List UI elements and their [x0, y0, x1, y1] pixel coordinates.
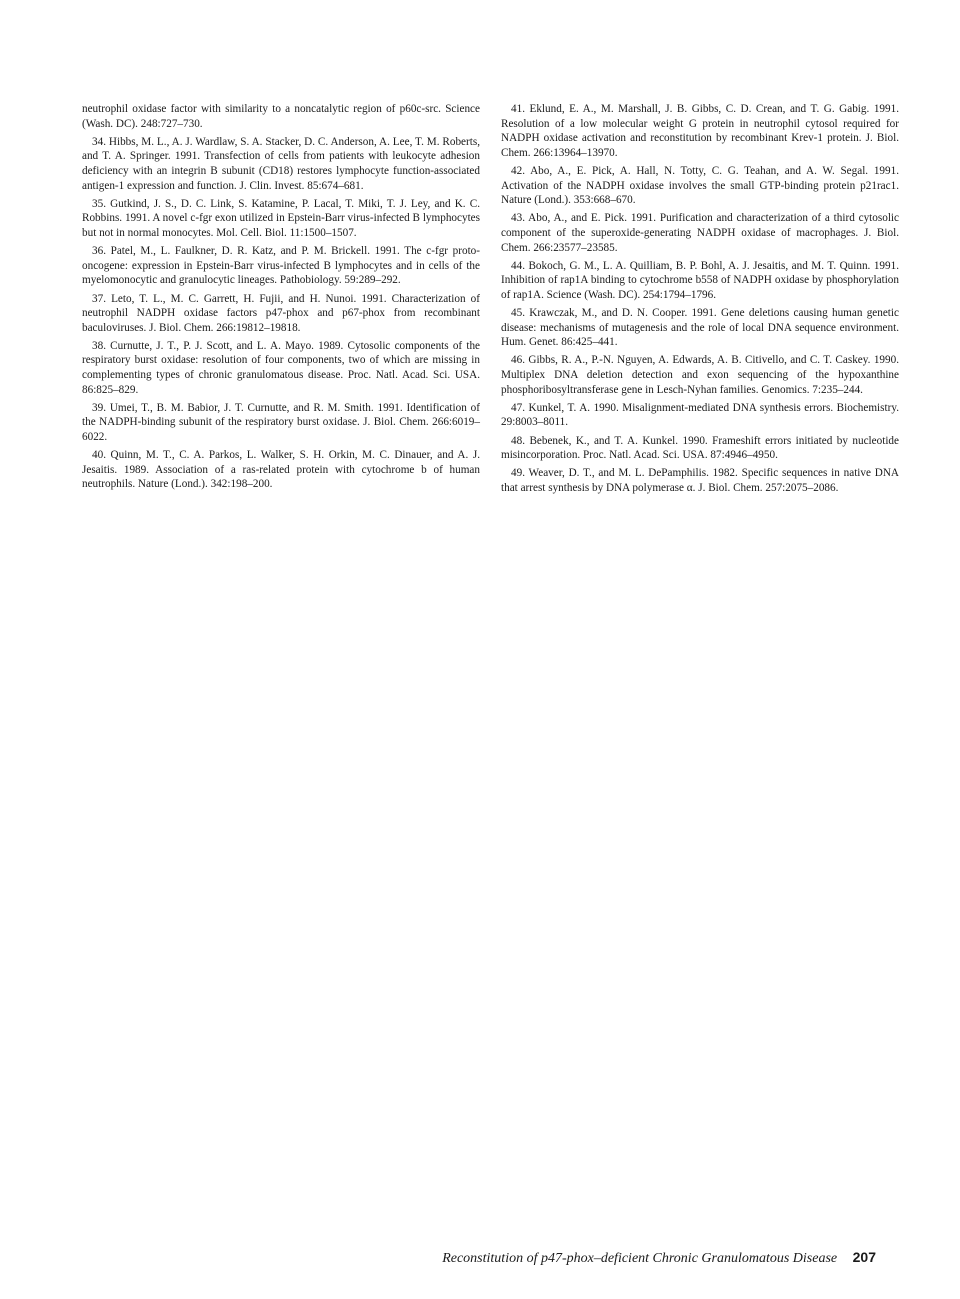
- reference-item: 42. Abo, A., E. Pick, A. Hall, N. Totty, C. G. Teahan, and A. W. Segal. 1991. Activation of the NADPH oxidase involves the small GTP-binding protein p21rac1. Nature (Lond.). 353:668–670.: [501, 164, 899, 207]
- reference-item: 47. Kunkel, T. A. 1990. Misalignment-mediated DNA synthesis errors. Biochemistry. 29:8003–8011.: [501, 401, 899, 429]
- reference-item: 43. Abo, A., and E. Pick. 1991. Purification and characterization of a third cytosolic component of the superoxide-generating NADPH oxidase of macrophages. J. Biol. Chem. 266:23577–23585.: [501, 212, 899, 254]
- reference-item: 34. Hibbs, M. L., A. J. Wardlaw, S. A. Stacker, D. C. Anderson, A. Lee, T. M. Roberts, and T. A. Springer. 1991. Transfection of cells from patients with leukocyte adhesion deficiency with an integrin B subunit (CD18) restores lymphocyte function-associated antigen-1 expression and function. J. Clin. Invest. 85:674–681.: [82, 135, 480, 192]
- reference-item: neutrophil oxidase factor with similarity to a noncatalytic region of p60c-src. Science (Wash. DC). 248:727–730.: [82, 103, 480, 130]
- reference-column-left: [82, 102, 480, 496]
- reference-item: 41. Eklund, E. A., M. Marshall, J. B. Gibbs, C. D. Crean, and T. G. Gabig. 1991. Resolution of a low molecular weight G protein in neutrophil cytosol required for NADPH oxidase activation and reconstitution by recombinant Krev-1 protein. J. Biol. Chem. 266:13964–13970.: [501, 103, 899, 159]
- reference-item: 40. Quinn, M. T., C. A. Parkos, L. Walker, S. H. Orkin, M. C. Dinauer, and A. J. Jesaitis. 1989. Association of a ras-related protein with cytochrome b of human neutrophils. Nature (Lond.). 342:198–200.: [82, 449, 480, 491]
- reference-item: 46. Gibbs, R. A., P.-N. Nguyen, A. Edwards, A. B. Citivello, and C. T. Caskey. 1990. Multiplex DNA deletion detection and exon sequencing of the hypoxanthine phosphoribosyltransferase gene in Lesch-Nyhan families. Genomics. 7:235–244.: [501, 354, 899, 396]
- reference-item: 38. Curnutte, J. T., P. J. Scott, and L. A. Mayo. 1989. Cytosolic components of the respiratory burst oxidase: resolution of four components, two of which are missing in complementing types of chronic granulomatous disease. Proc. Natl. Acad. Sci. USA. 86:825–829.: [82, 339, 480, 396]
- page-number: 207: [852, 1249, 876, 1265]
- running-title: Reconstitution of p47-phox–deficient Chronic Granulomatous Disease: [442, 1251, 838, 1266]
- page-footer: [442, 1249, 876, 1267]
- reference-column-right: [501, 102, 899, 499]
- reference-item: 37. Leto, T. L., M. C. Garrett, H. Fujii, and H. Nunoi. 1991. Characterization of neutrophil NADPH oxidase factors p47-phox and p67-phox from recombinant baculoviruses. J. Biol. Chem. 266:19812–19818.: [82, 292, 480, 334]
- reference-item: 48. Bebenek, K., and T. A. Kunkel. 1990. Frameshift errors initiated by nucleotide misincorporation. Proc. Natl. Acad. Sci. USA. 87:4946–4950.: [501, 434, 899, 462]
- reference-item: 44. Bokoch, G. M., L. A. Quilliam, B. P. Bohl, A. J. Jesaitis, and M. T. Quinn. 1991. Inhibition of rap1A binding to cytochrome b558 of NADPH oxidase by phosphorylation of rap1A. Science (Wash. DC). 254:1794–1796.: [501, 259, 899, 301]
- reference-item: 49. Weaver, D. T., and M. L. DePamphilis. 1982. Specific sequences in native DNA that arrest synthesis by DNA polymerase α. J. Biol. Chem. 257:2075–2086.: [501, 467, 899, 494]
- reference-item: 39. Umei, T., B. M. Babior, J. T. Curnutte, and R. M. Smith. 1991. Identification of the NADPH-binding subunit of the respiratory burst oxidase. J. Biol. Chem. 266:6019–6022.: [82, 401, 480, 444]
- reference-item: 35. Gutkind, J. S., D. C. Link, S. Katamine, P. Lacal, T. Miki, T. J. Ley, and K. C. Robbins. 1991. A novel c-fgr exon utilized in Epstein-Barr virus-infected B lymphocytes but not in normal monocytes. Mol. Cell. Biol. 11:1500–1507.: [82, 197, 480, 239]
- reference-item: 45. Krawczak, M., and D. N. Cooper. 1991. Gene deletions causing human genetic disease: mechanisms of mutagenesis and the role of local DNA sequence environment. Hum. Genet. 86:425–441.: [501, 307, 899, 349]
- reference-item: 36. Patel, M., L. Faulkner, D. R. Katz, and P. M. Brickell. 1991. The c-fgr proto-oncogene: expression in Epstein-Barr virus-infected B lymphocytes and in cells of the myelomonocytic and granulocytic lineages. Pathobiology. 59:289–292.: [82, 245, 480, 287]
